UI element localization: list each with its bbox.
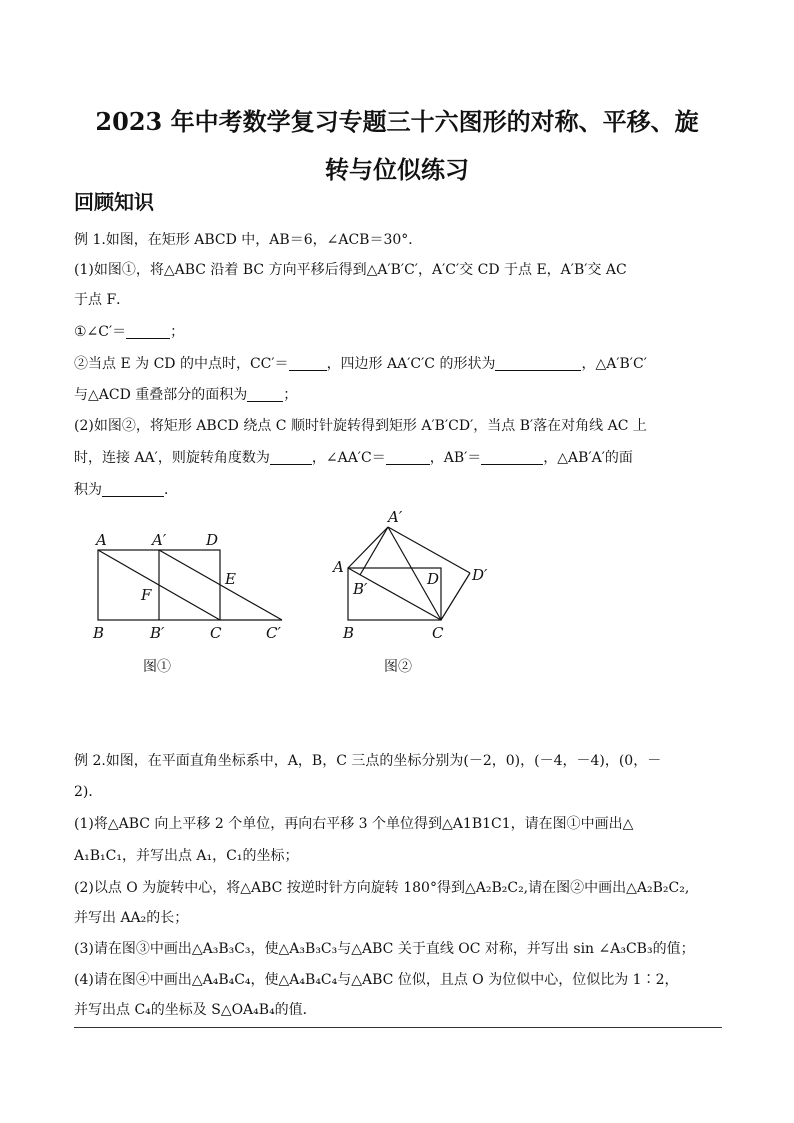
ex2-part4-line2: 并写出点 C₄的坐标及 S△OA₄B₄的值． [74, 1002, 317, 1018]
p2-text-a: 时，连接 AA′，则旋转角度数为 [74, 450, 270, 466]
ex1-question2-line2 [74, 384, 297, 404]
ex1-part1-line1: (1)如图①，将△ABC 沿着 BC 方向平移后得到△A′B′C′，A′C′交 CD 于点 E，A′B′交 AC [74, 262, 627, 278]
label-d: D [206, 531, 219, 549]
ex1-part2-line3 [74, 479, 178, 499]
label-a-prime: A′ [152, 531, 167, 549]
answer-blank[interactable] [270, 450, 312, 465]
section-heading: 回顾知识 [74, 190, 154, 214]
p2-line3-text: 积为 [74, 482, 102, 498]
title-line-2: 转与位似练习 [325, 155, 469, 184]
answer-blank[interactable] [495, 356, 581, 371]
answer-blank[interactable] [247, 387, 283, 402]
label-b-prime: B′ [150, 624, 165, 642]
q2-line2-end: ； [283, 387, 298, 403]
label-c-prime: C′ [266, 624, 281, 642]
ex2-part4-line1: (4)请在图④中画出△A₄B₄C₄，使△A₄B₄C₄与△ABC 位似，且点 O 为位似中心，位似比为 1∶2， [74, 972, 679, 988]
label-b-prime: B′ [353, 580, 368, 598]
ex2-part1-line2: A₁B₁C₁，并写出点 A₁，C₁的坐标； [74, 848, 299, 864]
segment-a1d1 [388, 527, 470, 573]
p2-text-b: ，∠AA′C＝ [311, 450, 386, 466]
q2-text-a: ②当点 E 为 CD 的中点时，CC′＝ [74, 356, 289, 372]
p2-line3-end: ． [164, 482, 178, 498]
ex1-part1-line2: 于点 F． [74, 292, 131, 308]
label-d: D [427, 570, 440, 588]
ex2-part3-line1: (3)请在图③中画出△A₃B₃C₃，使△A₃B₃C₃与△ABC 关于直线 OC 对称，并写出 sin ∠A₃CB₃的值； [74, 941, 695, 957]
ex2-part2-line2: 并写出 AA₂的长； [74, 910, 189, 926]
ex1-part2-line1: (2)如图②，将矩形 ABCD 绕点 C 顺时针旋转得到矩形 A′B′CD′，当点 B′落在对角线 AC 上 [74, 418, 647, 434]
label-a: A [96, 531, 107, 549]
label-a: A [333, 558, 344, 576]
q2-text-c: ，△A′B′C′ [581, 356, 647, 372]
q2-text-b: ，四边形 AA′C′C 的形状为 [326, 356, 496, 372]
bottom-divider [74, 1027, 722, 1028]
ex1-intro: 例 1.如图，在矩形 ABCD 中，AB＝6，∠ACB＝30°． [74, 232, 423, 248]
ex2-part2-line1: (2)以点 O 为旋转中心，将△ABC 按逆时针方向旋转 180°得到△A₂B₂C₂,请在图②中画出△A₂B₂C₂, [74, 880, 690, 896]
document-title [60, 98, 734, 194]
title-line-1: 2023 年中考数学复习专题三十六图形的对称、平移、旋 [95, 107, 699, 136]
answer-blank[interactable] [481, 450, 543, 465]
figure-2-caption: 图② [384, 659, 412, 675]
ex1-question2-line1 [74, 353, 647, 373]
ex1-part2-line2 [74, 447, 633, 467]
q2-line2-text: 与△ACD 重叠部分的面积为 [74, 387, 248, 403]
label-e: E [225, 570, 236, 588]
segment-d1c [441, 573, 470, 620]
label-a-prime: A′ [388, 508, 403, 526]
ex2-part1-line1: (1)将△ABC 向上平移 2 个单位，再向右平移 3 个单位得到△A1B1C1，请在图①中画出△ [74, 816, 634, 832]
q1-text: ①∠C′＝ [74, 324, 127, 340]
figure-1-diagram [86, 526, 300, 650]
label-b: B [343, 624, 355, 642]
ex1-question1 [74, 321, 184, 341]
ex2-intro-line2: 2)． [74, 784, 103, 800]
p2-text-d: ，△AB′A′的面 [543, 450, 633, 466]
answer-blank[interactable] [289, 356, 327, 371]
label-c: C [432, 624, 444, 642]
label-c: C [210, 624, 222, 642]
answer-blank[interactable] [102, 482, 164, 497]
label-d-prime: D′ [472, 566, 488, 584]
label-f: F [141, 586, 152, 604]
label-b: B [93, 624, 105, 642]
p2-text-c: ，AB′＝ [429, 450, 482, 466]
ex2-intro-line1: 例 2.如图，在平面直角坐标系中，A，B，C 三点的坐标分别为(－2，0)，(－4，－4)，(0，－ [74, 753, 662, 769]
figure-2-diagram [328, 504, 500, 650]
figure-1-caption: 图① [143, 659, 171, 675]
q1-end: ； [170, 324, 185, 340]
answer-blank[interactable] [386, 450, 430, 465]
answer-blank[interactable] [126, 324, 170, 339]
